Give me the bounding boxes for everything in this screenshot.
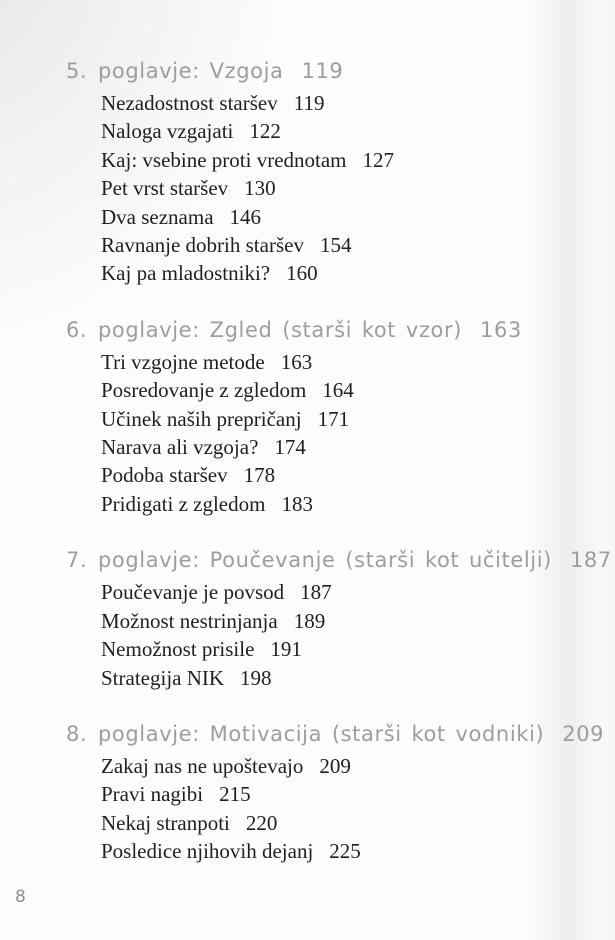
chapter-number: 7. [66, 548, 88, 573]
chapter-number: 5. [66, 59, 88, 83]
chapter-title: poglavje: Motivacija (starši kot vodniki) [98, 721, 545, 746]
entry-page-number: 119 [293, 91, 325, 115]
entry-page-number: 146 [229, 204, 262, 229]
entry-label: Zakaj nas ne upoštevajo [101, 753, 304, 778]
toc-entry [101, 635, 615, 663]
chapter-title: poglavje: Poučevanje (starši kot učitelji) [98, 548, 552, 573]
entry-label: Pravi nagibi [101, 782, 204, 807]
entry-label: Možnost nestrinjanja [101, 608, 278, 633]
chapter-page-number: 209 [562, 721, 605, 746]
toc-entry [101, 490, 615, 518]
chapter-entry-list [0, 752, 615, 866]
entry-page-number: 127 [362, 147, 395, 172]
chapter-heading [0, 56, 615, 87]
chapter-page-number: 163 [480, 317, 522, 342]
entry-label: Podoba staršev [101, 463, 228, 488]
entry-page-number: 160 [286, 261, 318, 286]
entry-label: Naloga vzgajati [101, 119, 234, 144]
toc-entry [101, 405, 615, 433]
entry-label: Nemožnost prisile [101, 637, 255, 662]
toc-entry [101, 433, 615, 461]
entry-page-number: 198 [240, 665, 272, 690]
entry-label: Pet vrst staršev [101, 176, 229, 201]
entry-page-number: 174 [274, 435, 306, 460]
chapter-title: poglavje: Vzgoja [98, 59, 284, 83]
toc-entry [101, 780, 615, 808]
toc-section [0, 719, 615, 866]
entry-page-number: 209 [319, 753, 351, 778]
toc-entry [101, 809, 615, 837]
chapter-page-number: 119 [301, 59, 344, 83]
chapter-number: 6. [66, 317, 88, 342]
entry-page-number: 189 [293, 608, 326, 633]
toc-entry [101, 461, 615, 489]
toc-entry [101, 348, 615, 376]
entry-page-number: 215 [219, 782, 251, 807]
entry-label: Kaj: vsebine proti vrednotam [101, 147, 347, 172]
entry-page-number: 154 [319, 233, 352, 258]
entry-page-number: 171 [317, 406, 350, 431]
entry-page-number: 183 [281, 491, 313, 516]
toc-entry [101, 752, 615, 780]
toc-section [0, 315, 615, 518]
chapter-number: 8. [66, 721, 88, 746]
toc-entry [101, 231, 615, 259]
entry-label: Nezadostnost staršev [101, 91, 278, 115]
entry-label: Tri vzgojne metode [101, 349, 265, 374]
toc-entry [101, 607, 615, 635]
entry-page-number: 187 [300, 580, 332, 605]
entry-label: Dva seznama [101, 204, 214, 229]
toc-entry [101, 578, 615, 606]
entry-label: Posredovanje z zgledom [101, 378, 307, 403]
toc-entry [101, 117, 615, 145]
chapter-heading [0, 545, 615, 576]
chapter-heading [0, 315, 615, 346]
entry-page-number: 122 [249, 119, 281, 144]
entry-label: Ravnanje dobrih staršev [101, 233, 304, 258]
chapter-entry-list [0, 348, 615, 518]
chapter-page-number: 187 [569, 548, 612, 573]
toc-entry [101, 837, 615, 865]
page-number-folio: 8 [15, 887, 27, 907]
toc-entry [101, 203, 615, 231]
entry-page-number: 130 [244, 176, 276, 201]
entry-label: Kaj pa mladostniki? [101, 261, 271, 286]
entry-label: Poučevanje je povsod [101, 580, 285, 605]
toc-entry [101, 174, 615, 202]
chapter-title: poglavje: Zgled (starši kot vzor) [98, 317, 463, 342]
entry-page-number: 225 [329, 839, 361, 864]
entry-label: Učinek naših prepričanj [101, 406, 302, 431]
toc-entry [101, 259, 615, 287]
entry-label: Narava ali vzgoja? [101, 435, 259, 460]
entry-label: Posledice njihovih dejanj [101, 839, 314, 864]
toc-entry [101, 89, 615, 117]
entry-page-number: 164 [322, 378, 354, 403]
toc-section [0, 545, 615, 692]
toc-entry [101, 376, 615, 404]
entry-label: Pridigati z zgledom [101, 491, 266, 516]
toc-entry [101, 146, 615, 174]
entry-page-number: 220 [245, 810, 278, 835]
entry-label: Strategija NIK [101, 665, 225, 690]
entry-page-number: 163 [280, 349, 313, 374]
toc-entry [101, 664, 615, 692]
chapter-entry-list [0, 578, 615, 692]
toc-section [0, 56, 615, 288]
entry-label: Nekaj stranpoti [101, 810, 230, 835]
entry-page-number: 191 [270, 637, 302, 662]
chapter-heading [0, 719, 615, 750]
chapter-entry-list [0, 89, 615, 288]
entry-page-number: 178 [243, 463, 276, 488]
